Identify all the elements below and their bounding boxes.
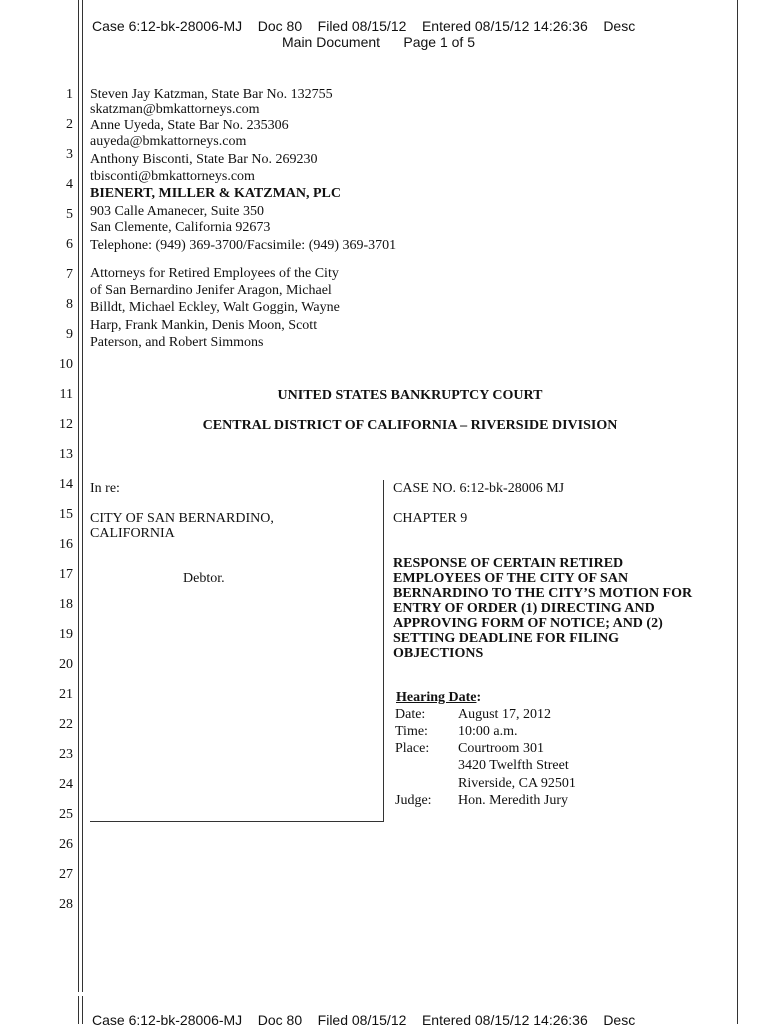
attorney-email: skatzman@bmkattorneys.com (90, 102, 260, 117)
filing-stamp-line2: Main Document Page 1 of 5 (282, 34, 475, 50)
hearing-date-key: Date: (395, 707, 426, 722)
line-number: 3 (66, 147, 73, 162)
document-title-line: APPROVING FORM OF NOTICE; AND (2) (393, 616, 663, 631)
hearing-judge-value: Hon. Meredith Jury (458, 793, 569, 808)
line-number: 27 (59, 867, 73, 882)
line-number: 25 (59, 807, 73, 822)
debtor-name-line1: CITY OF SAN BERNARDINO, (90, 511, 274, 526)
attorney-email: auyeda@bmkattorneys.com (90, 134, 247, 149)
line-number: 6 (66, 237, 73, 252)
line-number: 19 (59, 627, 73, 642)
line-number: 16 (59, 537, 73, 552)
attorneys-for-line: Paterson, and Robert Simmons (90, 335, 264, 350)
line-number: 17 (59, 567, 73, 582)
hearing-place-street: 3420 Twelfth Street (458, 758, 569, 773)
line-number: 1 (66, 87, 73, 102)
hearing-date-value: August 17, 2012 (458, 707, 551, 722)
attorneys-for-line: Attorneys for Retired Employees of the City (90, 266, 339, 281)
attorney-name: Anthony Bisconti, State Bar No. 269230 (90, 152, 318, 167)
left-margin-rule-inner (82, 0, 83, 992)
line-number: 8 (66, 297, 73, 312)
line-number: 24 (59, 777, 73, 792)
hearing-date-label: Hearing Date (396, 690, 477, 705)
line-number: 21 (59, 687, 73, 702)
hearing-date-heading (396, 690, 481, 706)
line-number: 5 (66, 207, 73, 222)
line-number: 10 (59, 357, 73, 372)
attorneys-for-line: of San Bernardino Jenifer Aragon, Michael (90, 283, 332, 298)
line-number: 13 (59, 447, 73, 462)
line-number: 23 (59, 747, 73, 762)
hearing-time-key: Time: (395, 724, 428, 739)
attorney-name: Anne Uyeda, State Bar No. 235306 (90, 118, 289, 133)
attorney-email: tbisconti@bmkattorneys.com (90, 169, 255, 184)
debtor-label: Debtor. (183, 571, 225, 586)
line-number: 4 (66, 177, 73, 192)
line-number: 2 (66, 117, 73, 132)
hearing-place-city: Riverside, CA 92501 (458, 776, 576, 791)
document-title-line: OBJECTIONS (393, 646, 484, 661)
hearing-time-value: 10:00 a.m. (458, 724, 518, 739)
attorney-name: Steven Jay Katzman, State Bar No. 132755 (90, 87, 333, 102)
firm-phone-fax: Telephone: (949) 369-3700/Facsimile: (949) 369-3701 (90, 238, 397, 253)
document-title-line: ENTRY OF ORDER (1) DIRECTING AND (393, 601, 655, 616)
line-number: 14 (59, 477, 73, 492)
hearing-place-value: Courtroom 301 (458, 741, 544, 756)
line-number: 11 (59, 387, 73, 402)
law-firm-name: BIENERT, MILLER & KATZMAN, PLC (90, 186, 342, 201)
line-number: 15 (59, 507, 73, 522)
document-title-line: RESPONSE OF CERTAIN RETIRED (393, 556, 624, 571)
document-title (393, 556, 728, 661)
in-re-label: In re: (90, 481, 120, 496)
caption-divider-horizontal (90, 821, 384, 822)
filing-stamp-line1: Case 6:12-bk-28006-MJ Doc 80 Filed 08/15/12 Entered 08/15/12 14:26:36 Desc (92, 18, 636, 34)
hearing-place-key: Place: (395, 741, 430, 756)
attorneys-for-line: Harp, Frank Mankin, Denis Moon, Scott (90, 318, 318, 333)
court-district: CENTRAL DISTRICT OF CALIFORNIA – RIVERSIDE DIVISION (202, 418, 618, 433)
line-number: 9 (66, 327, 73, 342)
next-page-left-rule-inner (82, 996, 83, 1024)
hearing-date-colon: : (476, 690, 482, 705)
case-number: CASE NO. 6:12-bk-28006 MJ (393, 481, 565, 496)
document-title-line: BERNARDINO TO THE CITY’S MOTION FOR (393, 586, 693, 601)
hearing-judge-key: Judge: (395, 793, 432, 808)
attorneys-for-line: Billdt, Michael Eckley, Walt Goggin, Wayne (90, 300, 340, 315)
line-number: 7 (66, 267, 73, 282)
court-name: UNITED STATES BANKRUPTCY COURT (277, 388, 543, 403)
chapter: CHAPTER 9 (393, 511, 468, 526)
line-number: 12 (59, 417, 73, 432)
right-margin-rule (737, 0, 738, 1024)
next-page-filing-stamp: Case 6:12-bk-28006-MJ Doc 80 Filed 08/15/12 Entered 08/15/12 14:26:36 Desc (92, 1012, 636, 1028)
line-number: 18 (59, 597, 73, 612)
line-number: 20 (59, 657, 73, 672)
caption-divider-vertical (383, 480, 384, 822)
firm-address-line1: 903 Calle Amanecer, Suite 350 (90, 204, 265, 219)
line-number: 28 (59, 897, 73, 912)
firm-address-line2: San Clemente, California 92673 (90, 220, 271, 235)
next-page-left-rule (78, 996, 79, 1024)
document-title-line: SETTING DEADLINE FOR FILING (393, 631, 619, 646)
debtor-name-line2: CALIFORNIA (90, 526, 175, 541)
line-number: 22 (59, 717, 73, 732)
left-margin-rule (78, 0, 79, 992)
document-title-line: EMPLOYEES OF THE CITY OF SAN (393, 571, 629, 586)
line-number: 26 (59, 837, 73, 852)
